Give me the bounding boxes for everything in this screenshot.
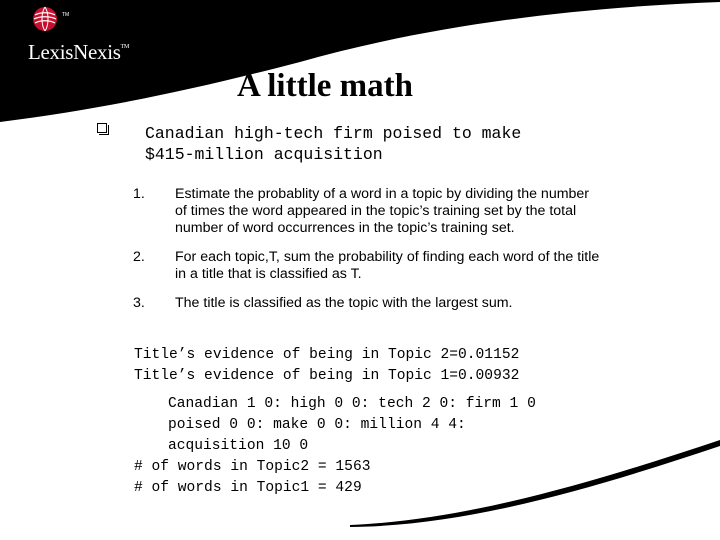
step-item xyxy=(133,295,603,312)
square-bullet-icon xyxy=(97,123,107,133)
step-number: 1. xyxy=(133,186,145,202)
word-counts-line: acquisition 10 0 xyxy=(168,438,309,455)
step-text: The title is classified as the topic with the largest sum. xyxy=(175,295,513,311)
step-item xyxy=(133,186,603,237)
topic-total-line: # of words in Topic2 = 1563 xyxy=(134,459,371,475)
brand-name: LexisNexis xyxy=(28,40,121,64)
headline-bullet: Canadian high-tech firm poised to make $415-million acquisition xyxy=(145,124,522,164)
brand-tm: TM xyxy=(120,44,130,50)
steps-list xyxy=(133,186,603,312)
step-item xyxy=(133,249,603,283)
lexisnexis-logo xyxy=(28,6,138,66)
topic-total-line: # of words in Topic1 = 429 xyxy=(134,480,362,497)
evidence-line: Title’s evidence of being in Topic 2=0.01152 xyxy=(134,347,520,363)
step-text: For each topic,T, sum the probability of finding each word of the title in a title that is classified as T. xyxy=(175,249,600,282)
word-counts-line: Canadian 1 0: high 0 0: tech 2 0: firm 1 0 xyxy=(168,396,536,412)
step-text: Estimate the probablity of a word in a topic by dividing the number of times the word appeared in the topic’s training set by the total number of word occurrences in the topic’s training set. xyxy=(175,186,590,236)
word-counts-line: poised 0 0: make 0 0: million 4 4: xyxy=(168,417,466,434)
step-number: 2. xyxy=(133,249,145,265)
evidence-line: Title’s evidence of being in Topic 1=0.00932 xyxy=(134,368,520,385)
logo-wordmark xyxy=(28,40,129,65)
lexisnexis-globe-icon xyxy=(32,6,58,32)
evidence-block xyxy=(134,345,519,387)
word-counts-block xyxy=(168,394,536,458)
topic-totals-block xyxy=(134,457,370,499)
step-number: 3. xyxy=(133,295,145,311)
slide-title: A little math xyxy=(237,68,413,104)
logo-mark-tm: TM xyxy=(62,12,70,18)
